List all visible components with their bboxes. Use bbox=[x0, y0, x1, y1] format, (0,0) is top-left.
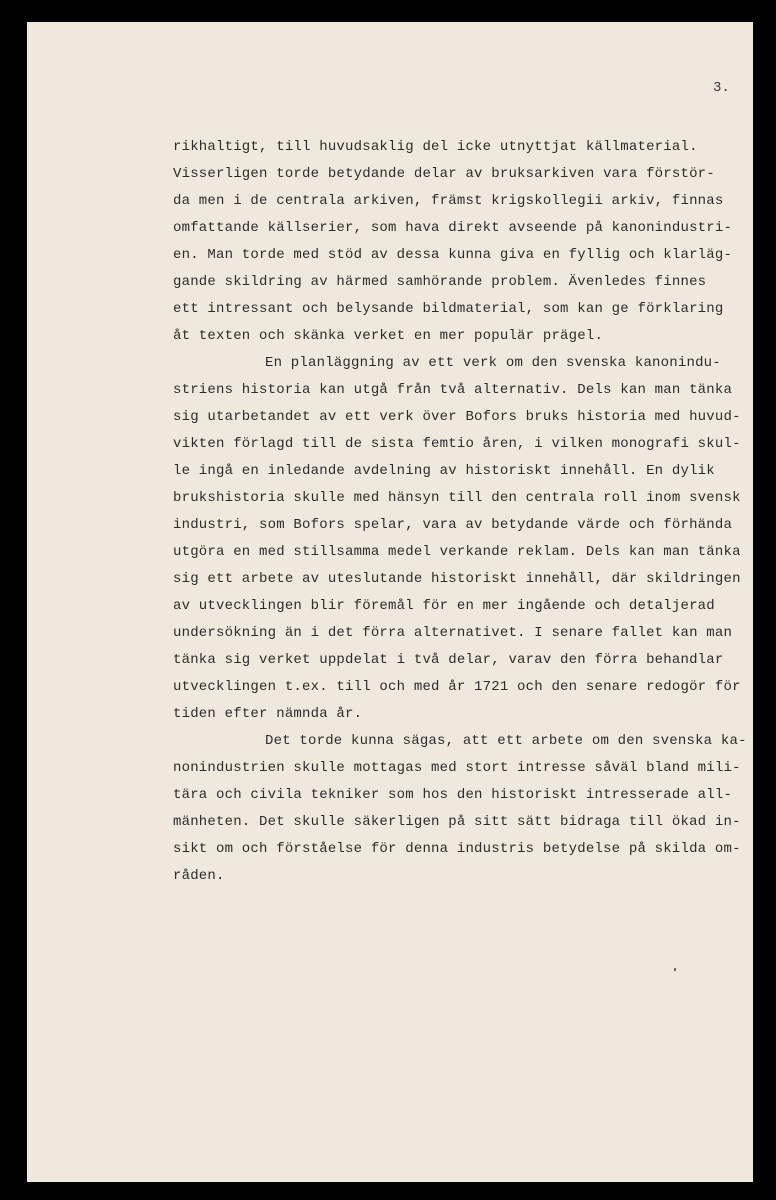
text-line: striens historia kan utgå från två alternativ. Dels kan man tänka bbox=[173, 382, 733, 398]
text-line: nonindustrien skulle mottagas med stort intresse såväl bland mili- bbox=[173, 760, 741, 776]
text-line: utgöra en med stillsamma medel verkande reklam. Dels kan man tänka bbox=[173, 544, 741, 560]
text-line: råden. bbox=[173, 868, 225, 884]
text-line: vikten förlagd till de sista femtio åren, i vilken monografi skul- bbox=[173, 436, 741, 452]
text-line: industri, som Bofors spelar, vara av betydande värde och förhända bbox=[173, 517, 733, 533]
text-line: sig utarbetandet av ett verk över Bofors bruks historia med huvud- bbox=[173, 409, 741, 425]
text-line: undersökning än i det förra alternativet. I senare fallet kan man bbox=[173, 625, 733, 641]
text-line: En planläggning av ett verk om den svenska kanonindu- bbox=[265, 355, 721, 371]
text-line: brukshistoria skulle med hänsyn till den centrala roll inom svensk bbox=[173, 490, 741, 506]
ink-speck bbox=[674, 968, 676, 971]
text-line: av utvecklingen blir föremål för en mer ingående och detaljerad bbox=[173, 598, 715, 614]
page-number: 3. bbox=[713, 80, 730, 96]
text-line: sikt om och förståelse för denna industris betydelse på skilda om- bbox=[173, 841, 741, 857]
text-line: Visserligen torde betydande delar av bruksarkiven vara förstör- bbox=[173, 166, 715, 182]
text-line: tiden efter nämnda år. bbox=[173, 706, 363, 722]
text-line: tänka sig verket uppdelat i två delar, varav den förra behandlar bbox=[173, 652, 724, 668]
paper-sheet bbox=[27, 22, 753, 1182]
text-line: tära och civila tekniker som hos den historiskt intresserade all- bbox=[173, 787, 733, 803]
text-line: en. Man torde med stöd av dessa kunna giva en fyllig och klarläg- bbox=[173, 247, 733, 263]
text-line: rikhaltigt, till huvudsaklig del icke utnyttjat källmaterial. bbox=[173, 139, 698, 155]
text-line: sig ett arbete av uteslutande historiskt innehåll, där skildringen bbox=[173, 571, 741, 587]
text-line: utvecklingen t.ex. till och med år 1721 och den senare redogör för bbox=[173, 679, 741, 695]
text-line: ett intressant och belysande bildmaterial, som kan ge förklaring bbox=[173, 301, 724, 317]
text-line: le ingå en inledande avdelning av historiskt innehåll. En dylik bbox=[173, 463, 715, 479]
text-line: gande skildring av härmed samhörande problem. Ävenledes finnes bbox=[173, 274, 707, 290]
text-line: mänheten. Det skulle säkerligen på sitt sätt bidraga till ökad in- bbox=[173, 814, 741, 830]
text-line: åt texten och skänka verket en mer populär prägel. bbox=[173, 328, 604, 344]
text-line: omfattande källserier, som hava direkt avseende på kanonindustri- bbox=[173, 220, 733, 236]
text-line: da men i de centrala arkiven, främst krigskollegii arkiv, finnas bbox=[173, 193, 724, 209]
text-line: Det torde kunna sägas, att ett arbete om den svenska ka- bbox=[265, 733, 747, 749]
